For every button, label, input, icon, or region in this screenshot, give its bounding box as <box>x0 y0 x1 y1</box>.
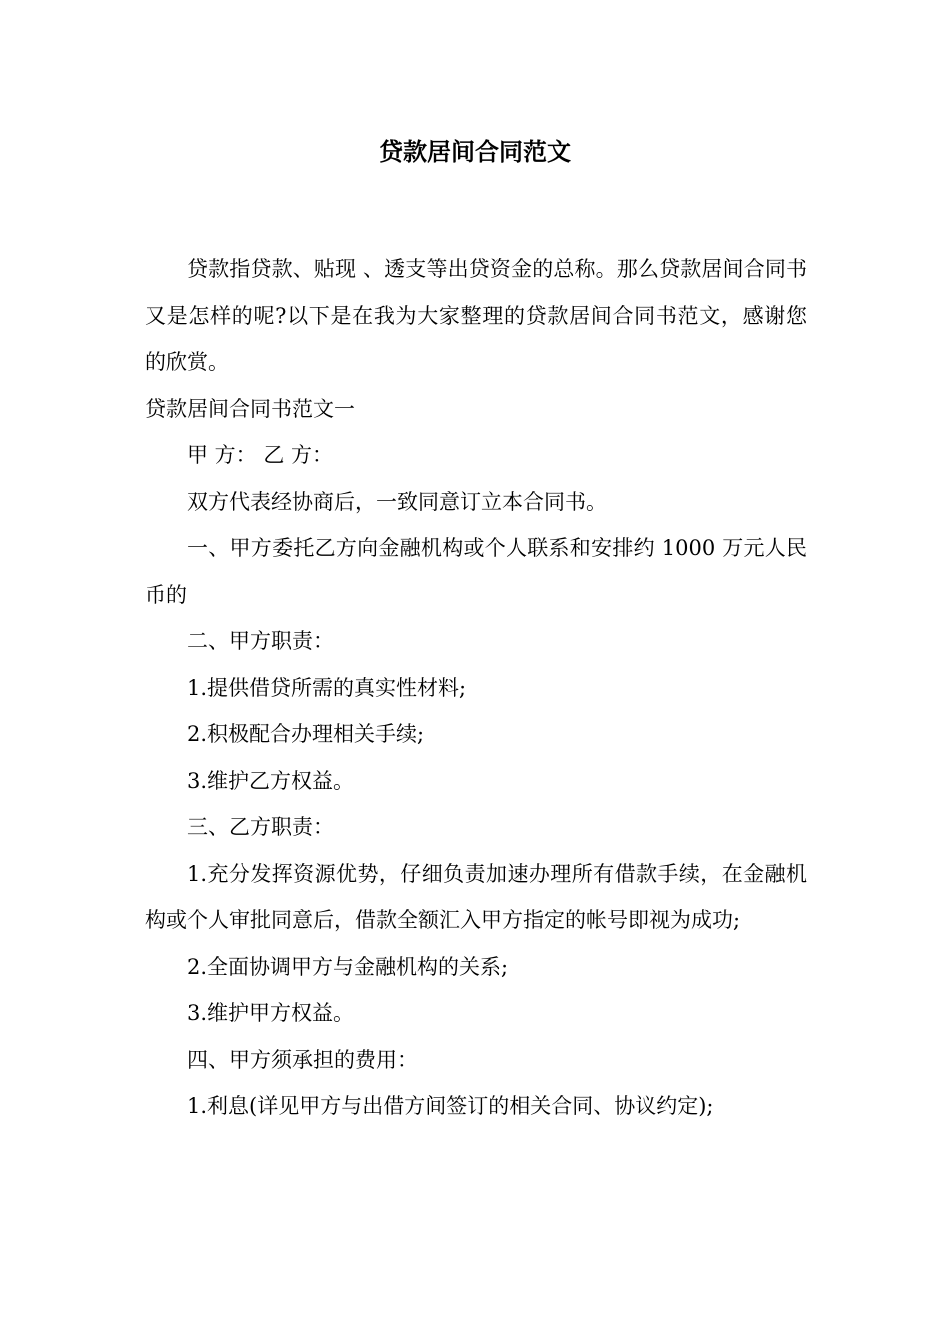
paragraph-intro: 贷款指贷款、贴现 、透支等出贷资金的总称。那么贷款居间合同书又是怎样的呢?以下是在我为大家整理的贷款居间合同书范文，感谢您的欣赏。 <box>145 257 807 374</box>
section-heading: 贷款居间合同书范文一 <box>145 396 355 421</box>
document-title: 贷款居间合同范文 <box>379 138 571 166</box>
clause-three-item-1: 1.充分发挥资源优势，仔细负责加速办理所有借款手续，在金融机构或个人审批同意后，借款全额汇入甲方指定的帐号即视为成功; <box>145 861 807 932</box>
clause-two-heading: 二、甲方职责： <box>187 629 334 653</box>
paragraph-agreement: 双方代表经协商后，一致同意订立本合同书。 <box>187 489 607 514</box>
clause-three-item-3: 3.维护甲方权益。 <box>187 1001 355 1025</box>
clause-four-item-1: 1.利息(详见甲方与出借方间签订的相关合同、协议约定); <box>187 1094 714 1118</box>
clause-three-item-2: 2.全面协调甲方与金融机构的关系; <box>187 954 509 979</box>
clause-one: 一、甲方委托乙方向金融机构或个人联系和安排约 1000 万元人民币的 <box>145 536 807 607</box>
clause-three-heading: 三、乙方职责： <box>187 815 334 839</box>
clause-two-item-3: 3.维护乙方权益。 <box>187 768 355 793</box>
clause-four-heading: 四、甲方须承担的费用： <box>187 1047 418 1072</box>
clause-two-item-2: 2.积极配合办理相关手续; <box>187 722 425 746</box>
parties-line: 甲 方： 乙 方： <box>187 443 334 467</box>
document-body <box>145 246 807 1130</box>
clause-two-item-1: 1.提供借贷所需的真实性材料; <box>187 675 467 700</box>
